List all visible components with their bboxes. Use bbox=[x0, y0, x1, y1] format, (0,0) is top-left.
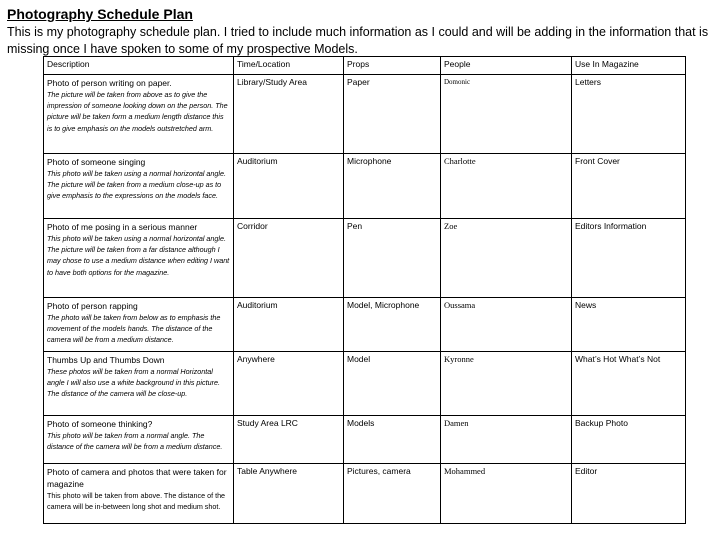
location-cell: Anywhere bbox=[234, 352, 344, 416]
table-row bbox=[44, 154, 686, 219]
document-title: Photography Schedule Plan bbox=[7, 6, 193, 22]
props-cell: Pen bbox=[344, 219, 441, 298]
description-title: Photo of someone thinking? bbox=[47, 419, 153, 429]
description-detail: These photos will be taken from a normal Horizontal angle I will also use a white background in this picture. The distance of the camera will be close-up. bbox=[47, 367, 220, 399]
location-cell: Auditorium bbox=[234, 154, 344, 219]
header-description: Description bbox=[44, 57, 234, 75]
people-cell: Oussama bbox=[441, 298, 572, 352]
use-cell: News bbox=[572, 298, 686, 352]
description-title: Photo of person rapping bbox=[47, 301, 138, 311]
props-cell: Models bbox=[344, 416, 441, 464]
description-cell bbox=[44, 464, 234, 524]
people-cell: Zoe bbox=[441, 219, 572, 298]
description-cell bbox=[44, 298, 234, 352]
props-cell: Paper bbox=[344, 75, 441, 154]
props-cell: Model bbox=[344, 352, 441, 416]
use-cell: Editor bbox=[572, 464, 686, 524]
description-detail: This photo will be taken using a normal horizontal angle. The picture will be taken from a far distance although I may chose to use a medium distance when editing I want to have both options for the magazine. bbox=[47, 234, 230, 277]
description-cell bbox=[44, 352, 234, 416]
table-row bbox=[44, 352, 686, 416]
description-title: Thumbs Up and Thumbs Down bbox=[47, 355, 165, 365]
location-cell: Corridor bbox=[234, 219, 344, 298]
people-cell: Domonic bbox=[441, 75, 572, 154]
table-row bbox=[44, 219, 686, 298]
description-detail: The photo will be taken from below as to emphasis the movement of the models hands. The distance of the camera will be from a medium distance. bbox=[47, 313, 221, 345]
description-detail: This photo will be taken from above. The distance of the camera will be in-between long shot and medium shot. bbox=[47, 491, 226, 512]
description-title: Photo of camera and photos that were taken for magazine bbox=[47, 467, 227, 489]
people-cell: Mohammed bbox=[441, 464, 572, 524]
location-cell: Study Area LRC bbox=[234, 416, 344, 464]
table-row bbox=[44, 298, 686, 352]
use-cell: Editors Information bbox=[572, 219, 686, 298]
table-header-row bbox=[44, 57, 686, 75]
people-cell: Kyronne bbox=[441, 352, 572, 416]
table-row bbox=[44, 75, 686, 154]
description-detail: This photo will be taken using a normal horizontal angle. The picture will be taken from a medium close-up as to give emphasis to the expressions on the models face. bbox=[47, 169, 226, 201]
description-cell bbox=[44, 416, 234, 464]
use-cell: Front Cover bbox=[572, 154, 686, 219]
props-cell: Pictures, camera bbox=[344, 464, 441, 524]
header-use-in-magazine: Use In Magazine bbox=[572, 57, 686, 75]
people-cell: Charlotte bbox=[441, 154, 572, 219]
description-cell bbox=[44, 154, 234, 219]
description-cell bbox=[44, 75, 234, 154]
use-cell: Backup Photo bbox=[572, 416, 686, 464]
use-cell: Letters bbox=[572, 75, 686, 154]
description-cell bbox=[44, 219, 234, 298]
table-row bbox=[44, 416, 686, 464]
location-cell: Auditorium bbox=[234, 298, 344, 352]
header-people: People bbox=[441, 57, 572, 75]
description-title: Photo of someone singing bbox=[47, 157, 146, 167]
description-title: Photo of person writing on paper. bbox=[47, 78, 172, 88]
props-cell: Microphone bbox=[344, 154, 441, 219]
use-cell: What’s Hot What’s Not bbox=[572, 352, 686, 416]
props-cell: Model, Microphone bbox=[344, 298, 441, 352]
schedule-table bbox=[43, 56, 686, 524]
location-cell: Table Anywhere bbox=[234, 464, 344, 524]
intro-paragraph: This is my photography schedule plan. I tried to include much information as I could and will be adding in the information that is missing once I have spoken to some of my prospective Models. bbox=[7, 25, 709, 56]
location-cell: Library/Study Area bbox=[234, 75, 344, 154]
description-detail: This photo will be taken from a normal angle. The distance of the camera will be from a medium distance. bbox=[47, 431, 223, 452]
description-title: Photo of me posing in a serious manner bbox=[47, 222, 198, 232]
header-time-location: Time/Location bbox=[234, 57, 344, 75]
header-props: Props bbox=[344, 57, 441, 75]
table-row bbox=[44, 464, 686, 524]
people-cell: Damen bbox=[441, 416, 572, 464]
description-detail: The picture will be taken from above as to give the impression of someone looking down on the person. The picture will be taken form a medium length distance this is to give emphasis on the models outstretched arm. bbox=[47, 90, 228, 133]
